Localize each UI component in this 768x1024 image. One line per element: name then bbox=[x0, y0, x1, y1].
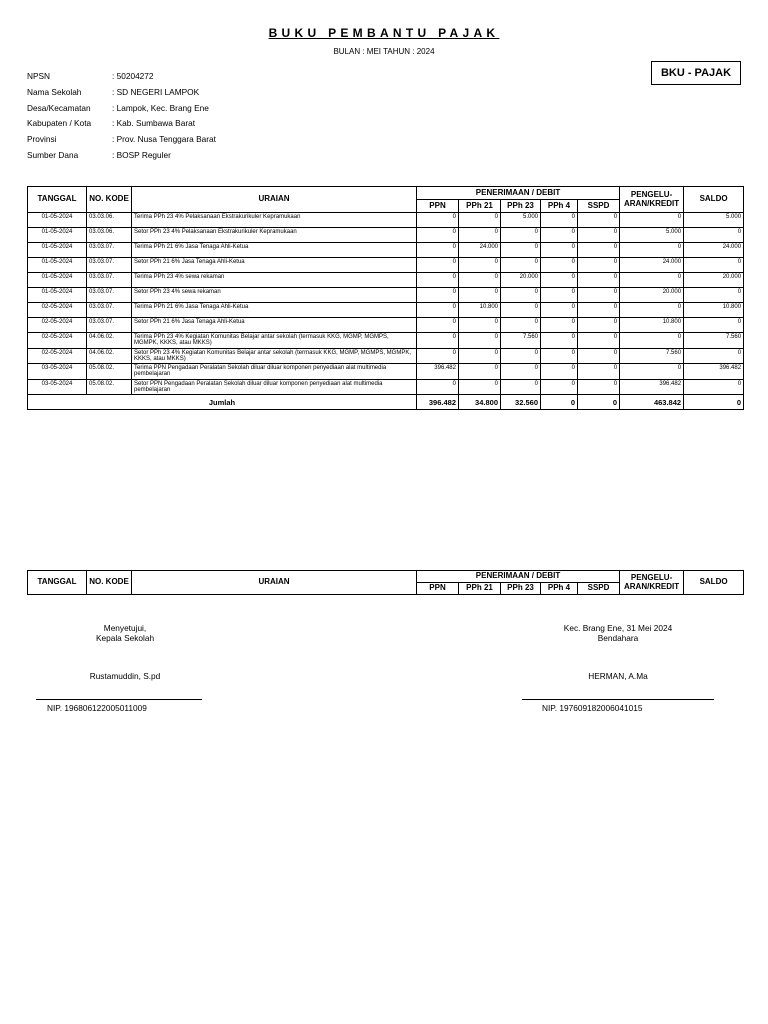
cell-sspd: 0 bbox=[578, 303, 620, 318]
table-row bbox=[28, 318, 744, 333]
cell-uraian: Setor PPN Pengadaan Peralatan Sekolah diluar diluar komponen penyediaan alat multimedia pembelajaran bbox=[132, 379, 417, 395]
cell-tanggal: 02-05-2024 bbox=[28, 318, 87, 333]
cell-kode: 03.03.07. bbox=[87, 258, 132, 273]
cell-uraian: Setor PPh 21 6% Jasa Tenaga Ahli-Ketua bbox=[132, 258, 417, 273]
cell-tanggal: 02-05-2024 bbox=[28, 303, 87, 318]
cell-sspd: 0 bbox=[578, 318, 620, 333]
col-kode: NO. KODE bbox=[87, 187, 132, 213]
cell-ppn: 0 bbox=[417, 288, 459, 303]
cell-sspd: 0 bbox=[578, 213, 620, 228]
total-sspd: 0 bbox=[578, 395, 620, 410]
table-row bbox=[28, 258, 744, 273]
cell-saldo: 7.560 bbox=[684, 333, 744, 349]
info-value: : Lampok, Kec. Brang Ene bbox=[112, 102, 209, 113]
cell-tanggal: 01-05-2024 bbox=[28, 243, 87, 258]
cell-kredit: 7.560 bbox=[620, 348, 684, 364]
approver-block bbox=[40, 623, 210, 643]
cell-uraian: Terima PPh 21 6% Jasa Tenaga Ahli-Ketua bbox=[132, 243, 417, 258]
cell-tanggal: 01-05-2024 bbox=[28, 288, 87, 303]
cell-ppn: 0 bbox=[417, 213, 459, 228]
col-ppn: PPN bbox=[417, 200, 459, 213]
treasurer-name: HERMAN, A.Ma bbox=[588, 671, 648, 681]
col-pengeluaran: PENGELU-ARAN/KREDIT bbox=[620, 187, 684, 213]
cell-tanggal: 01-05-2024 bbox=[28, 273, 87, 288]
cell-kredit: 0 bbox=[620, 273, 684, 288]
repeated-header-table bbox=[27, 570, 744, 595]
info-label: Kabupaten / Kota bbox=[27, 118, 92, 129]
cell-pph23: 0 bbox=[501, 348, 541, 364]
approver-nip: NIP. 196806122005011009 bbox=[47, 703, 147, 713]
cell-tanggal: 03-05-2024 bbox=[28, 379, 87, 395]
approver-name: Rustamuddin, S.pd bbox=[89, 671, 161, 681]
table-row bbox=[28, 379, 744, 395]
cell-saldo: 0 bbox=[684, 318, 744, 333]
info-row bbox=[27, 132, 216, 148]
cell-pph23: 20.000 bbox=[501, 273, 541, 288]
info-value: : BOSP Reguler bbox=[112, 149, 171, 160]
cell-sspd: 0 bbox=[578, 379, 620, 395]
cell-pph23: 0 bbox=[501, 318, 541, 333]
cell-uraian: Terima PPh 23 4% Pelaksanaan Ekstrakurikuler Kepramukaan bbox=[132, 213, 417, 228]
info-label: Provinsi bbox=[27, 134, 57, 145]
school-info bbox=[27, 69, 216, 164]
cell-tanggal: 03-05-2024 bbox=[28, 364, 87, 380]
cell-sspd: 0 bbox=[578, 258, 620, 273]
cell-kredit: 0 bbox=[620, 333, 684, 349]
col-pph4: PPh 4 bbox=[541, 583, 578, 595]
cell-kode: 03.03.07. bbox=[87, 273, 132, 288]
cell-kredit: 0 bbox=[620, 303, 684, 318]
col-sspd: SSPD bbox=[578, 583, 620, 595]
cell-pph4: 0 bbox=[541, 379, 578, 395]
cell-uraian: Setor PPh 23 4% sewa rekaman bbox=[132, 288, 417, 303]
cell-sspd: 0 bbox=[578, 348, 620, 364]
approver-role: Kepala Sekolah bbox=[95, 633, 155, 643]
total-pph21: 34.800 bbox=[459, 395, 501, 410]
cell-uraian: Terima PPh 23 4% sewa rekaman bbox=[132, 273, 417, 288]
info-value: : Kab. Sumbawa Barat bbox=[112, 118, 196, 129]
col-pph4: PPh 4 bbox=[541, 200, 578, 213]
cell-ppn: 0 bbox=[417, 258, 459, 273]
cell-kode: 03.03.07. bbox=[87, 303, 132, 318]
cell-pph23: 0 bbox=[501, 243, 541, 258]
cell-pph4: 0 bbox=[541, 318, 578, 333]
col-sspd: SSPD bbox=[578, 200, 620, 213]
cell-pph4: 0 bbox=[541, 288, 578, 303]
col-tanggal: TANGGAL bbox=[28, 187, 87, 213]
cell-pph23: 0 bbox=[501, 303, 541, 318]
cell-ppn: 0 bbox=[417, 318, 459, 333]
info-label: Desa/Kecamatan bbox=[27, 102, 91, 113]
total-pph23: 32.560 bbox=[501, 395, 541, 410]
table-row bbox=[28, 228, 744, 243]
cell-sspd: 0 bbox=[578, 288, 620, 303]
totals-label: Jumlah bbox=[28, 395, 417, 410]
cell-sspd: 0 bbox=[578, 364, 620, 380]
cell-pph4: 0 bbox=[541, 303, 578, 318]
col-tanggal: TANGGAL bbox=[28, 571, 87, 595]
cell-pph23: 0 bbox=[501, 288, 541, 303]
document-period: BULAN : MEI TAHUN : 2024 bbox=[333, 47, 435, 56]
cell-saldo: 0 bbox=[684, 258, 744, 273]
col-uraian: URAIAN bbox=[132, 187, 417, 213]
cell-uraian: Setor PPh 23 4% Pelaksanaan Ekstrakurikuler Kepramukaan bbox=[132, 228, 417, 243]
cell-saldo: 10.800 bbox=[684, 303, 744, 318]
cell-pph4: 0 bbox=[541, 273, 578, 288]
table-row bbox=[28, 243, 744, 258]
cell-pph21: 24.000 bbox=[459, 243, 501, 258]
table-row bbox=[28, 288, 744, 303]
total-ppn: 396.482 bbox=[417, 395, 459, 410]
cell-tanggal: 02-05-2024 bbox=[28, 348, 87, 364]
cell-uraian: Terima PPh 21 6% Jasa Tenaga Ahli-Ketua bbox=[132, 303, 417, 318]
cell-uraian: Terima PPN Pengadaan Peralatan Sekolah diluar diluar komponen penyediaan alat multimedia pembelajaran bbox=[132, 364, 417, 380]
treasurer-nip: NIP. 197609182006041015 bbox=[542, 703, 643, 713]
cell-pph23: 0 bbox=[501, 228, 541, 243]
cell-ppn: 396.482 bbox=[417, 364, 459, 380]
col-ppn: PPN bbox=[417, 583, 459, 595]
cell-pph21: 0 bbox=[459, 228, 501, 243]
table-row bbox=[28, 273, 744, 288]
cell-kode: 05.08.02. bbox=[87, 364, 132, 380]
treasurer-line1: Kec. Brang Ene, 31 Mei 2024 bbox=[563, 623, 673, 633]
cell-pph4: 0 bbox=[541, 243, 578, 258]
treasurer-signature-line bbox=[522, 699, 714, 700]
cell-pph21: 0 bbox=[459, 379, 501, 395]
cell-ppn: 0 bbox=[417, 303, 459, 318]
cell-sspd: 0 bbox=[578, 228, 620, 243]
cell-saldo: 5.000 bbox=[684, 213, 744, 228]
info-label: Nama Sekolah bbox=[27, 86, 82, 97]
cell-ppn: 0 bbox=[417, 228, 459, 243]
cell-kredit: 20.000 bbox=[620, 288, 684, 303]
cell-uraian: Terima PPh 23 4% Kegiatan Komunitas Belajar antar sekolah (termasuk KKG, MGMP, MGMPS, MGMPK, KKKS, atau MKKS) bbox=[132, 333, 417, 349]
cell-ppn: 0 bbox=[417, 273, 459, 288]
cell-saldo: 396.482 bbox=[684, 364, 744, 380]
cell-uraian: Setor PPh 23 4% Kegiatan Komunitas Belajar antar sekolah (termasuk KKG, MGMP, MGMPS, MGMPK, KKKS, atau MKKS) bbox=[132, 348, 417, 364]
info-value: : Prov. Nusa Tenggara Barat bbox=[112, 134, 216, 145]
cell-kredit: 0 bbox=[620, 213, 684, 228]
cell-pph4: 0 bbox=[541, 364, 578, 380]
cell-uraian: Setor PPh 21 6% Jasa Tenaga Ahli-Ketua bbox=[132, 318, 417, 333]
cell-ppn: 0 bbox=[417, 379, 459, 395]
cell-kode: 03.03.07. bbox=[87, 288, 132, 303]
col-pph23: PPh 23 bbox=[501, 583, 541, 595]
total-kredit: 463.842 bbox=[620, 395, 684, 410]
cell-pph4: 0 bbox=[541, 348, 578, 364]
cell-kode: 03.03.07. bbox=[87, 318, 132, 333]
approver-signature-line bbox=[36, 699, 202, 700]
cell-pph23: 0 bbox=[501, 379, 541, 395]
cell-sspd: 0 bbox=[578, 243, 620, 258]
cell-saldo: 24.000 bbox=[684, 243, 744, 258]
cell-pph23: 0 bbox=[501, 258, 541, 273]
table-row bbox=[28, 333, 744, 349]
totals-row bbox=[28, 395, 744, 410]
cell-saldo: 0 bbox=[684, 379, 744, 395]
info-label: Sumber Dana bbox=[27, 149, 79, 160]
cell-pph21: 0 bbox=[459, 318, 501, 333]
cell-pph4: 0 bbox=[541, 258, 578, 273]
info-row bbox=[27, 148, 216, 164]
document-type-badge: BKU - PAJAK bbox=[651, 61, 741, 85]
treasurer-block bbox=[522, 623, 714, 643]
cell-kredit: 0 bbox=[620, 243, 684, 258]
cell-saldo: 20.000 bbox=[684, 273, 744, 288]
cell-pph21: 0 bbox=[459, 288, 501, 303]
cell-pph21: 0 bbox=[459, 273, 501, 288]
total-pph4: 0 bbox=[541, 395, 578, 410]
info-row bbox=[27, 101, 216, 117]
cell-kredit: 0 bbox=[620, 364, 684, 380]
info-row bbox=[27, 85, 216, 101]
cell-kode: 04.06.02. bbox=[87, 348, 132, 364]
cell-ppn: 0 bbox=[417, 348, 459, 364]
total-saldo: 0 bbox=[684, 395, 744, 410]
col-saldo: SALDO bbox=[684, 187, 744, 213]
cell-tanggal: 02-05-2024 bbox=[28, 333, 87, 349]
col-kode: NO. KODE bbox=[87, 571, 132, 595]
cell-pph23: 0 bbox=[501, 364, 541, 380]
col-pph21: PPh 21 bbox=[459, 200, 501, 213]
cell-saldo: 0 bbox=[684, 228, 744, 243]
cell-tanggal: 01-05-2024 bbox=[28, 213, 87, 228]
cell-saldo: 0 bbox=[684, 348, 744, 364]
cell-pph21: 0 bbox=[459, 213, 501, 228]
col-pph23: PPh 23 bbox=[501, 200, 541, 213]
cell-pph23: 7.560 bbox=[501, 333, 541, 349]
cell-sspd: 0 bbox=[578, 333, 620, 349]
cell-pph21: 0 bbox=[459, 258, 501, 273]
cell-kode: 05.08.02. bbox=[87, 379, 132, 395]
info-label: NPSN bbox=[27, 71, 51, 81]
cell-kredit: 24.000 bbox=[620, 258, 684, 273]
col-saldo: SALDO bbox=[684, 571, 744, 595]
cell-kode: 03.03.06. bbox=[87, 228, 132, 243]
cell-pph21: 0 bbox=[459, 348, 501, 364]
cell-kredit: 5.000 bbox=[620, 228, 684, 243]
cell-pph4: 0 bbox=[541, 228, 578, 243]
cell-sspd: 0 bbox=[578, 273, 620, 288]
cell-ppn: 0 bbox=[417, 333, 459, 349]
cell-kode: 04.06.02. bbox=[87, 333, 132, 349]
cell-pph21: 0 bbox=[459, 333, 501, 349]
cell-pph21: 0 bbox=[459, 364, 501, 380]
cell-kredit: 10.800 bbox=[620, 318, 684, 333]
info-value: : 50204272 bbox=[112, 71, 154, 81]
col-pph21: PPh 21 bbox=[459, 583, 501, 595]
col-penerimaan: PENERIMAAN / DEBIT bbox=[417, 571, 620, 583]
table-row bbox=[28, 213, 744, 228]
treasurer-role: Bendahara bbox=[597, 633, 639, 643]
cell-pph21: 10.800 bbox=[459, 303, 501, 318]
cell-kode: 03.03.07. bbox=[87, 243, 132, 258]
tax-ledger-table bbox=[27, 186, 744, 410]
cell-pph4: 0 bbox=[541, 213, 578, 228]
info-value: : SD NEGERI LAMPOK bbox=[112, 86, 200, 97]
col-uraian: URAIAN bbox=[132, 571, 417, 595]
cell-pph4: 0 bbox=[541, 333, 578, 349]
approver-line1: Menyetujui, bbox=[103, 623, 147, 633]
cell-kredit: 396.482 bbox=[620, 379, 684, 395]
cell-tanggal: 01-05-2024 bbox=[28, 228, 87, 243]
document-title: BUKU PEMBANTU PAJAK bbox=[268, 26, 500, 40]
table-row bbox=[28, 303, 744, 318]
cell-kode: 03.03.06. bbox=[87, 213, 132, 228]
info-row bbox=[27, 116, 216, 132]
col-penerimaan: PENERIMAAN / DEBIT bbox=[417, 187, 620, 200]
table-row bbox=[28, 364, 744, 380]
info-row bbox=[27, 69, 216, 85]
table-row bbox=[28, 348, 744, 364]
cell-pph23: 5.000 bbox=[501, 213, 541, 228]
cell-saldo: 0 bbox=[684, 288, 744, 303]
cell-ppn: 0 bbox=[417, 243, 459, 258]
cell-tanggal: 01-05-2024 bbox=[28, 258, 87, 273]
col-pengeluaran: PENGELU-ARAN/KREDIT bbox=[620, 571, 684, 595]
